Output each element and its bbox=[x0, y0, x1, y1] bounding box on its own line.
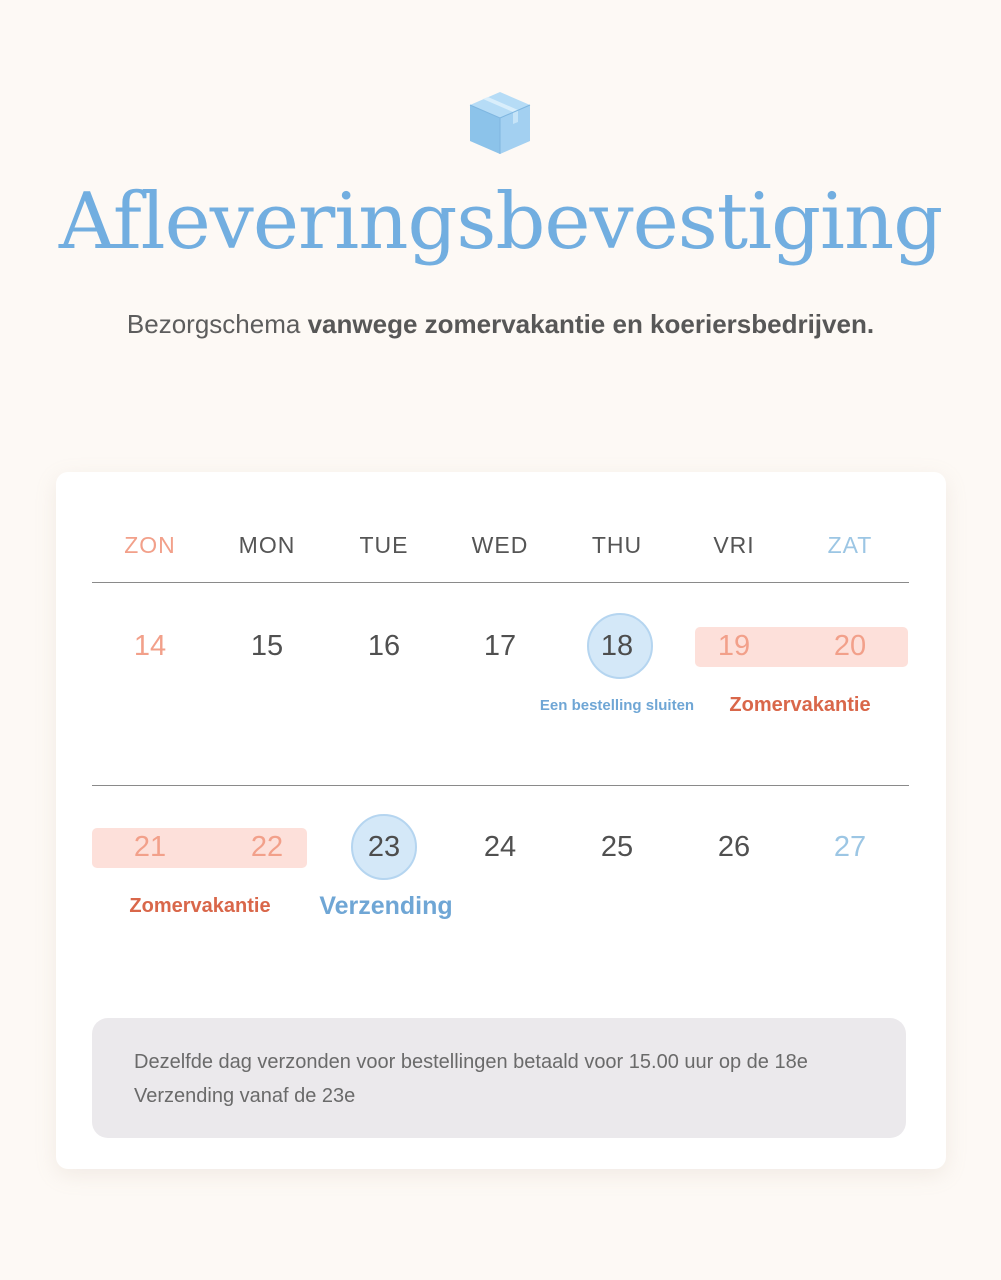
weekday-sunday: ZON bbox=[124, 532, 176, 558]
subtitle-plain: Bezorgschema bbox=[126, 309, 308, 339]
header-divider bbox=[92, 582, 909, 583]
holiday-label-week1: Zomervakantie bbox=[729, 694, 871, 716]
date-17: 17 bbox=[483, 630, 517, 662]
weekday-wednesday: WED bbox=[471, 532, 529, 558]
date-26: 26 bbox=[717, 831, 751, 863]
date-16: 16 bbox=[367, 630, 401, 662]
date-19: 19 bbox=[717, 630, 751, 662]
date-22: 22 bbox=[250, 831, 284, 863]
page-title: Afleveringsbevestiging bbox=[58, 177, 943, 267]
calendar-card bbox=[56, 472, 946, 1169]
date-14: 14 bbox=[133, 630, 167, 662]
date-24: 24 bbox=[483, 831, 517, 863]
weekday-thursday: THU bbox=[591, 532, 643, 558]
weekday-tuesday: TUE bbox=[359, 532, 409, 558]
weekday-friday: VRI bbox=[713, 532, 755, 558]
order-close-label: Een bestelling sluiten bbox=[539, 697, 695, 714]
date-15: 15 bbox=[250, 630, 284, 662]
package-box-icon bbox=[466, 88, 534, 158]
shipping-note bbox=[92, 1018, 906, 1138]
date-18: 18 bbox=[600, 630, 634, 662]
weekday-saturday: ZAT bbox=[827, 532, 873, 558]
date-20: 20 bbox=[833, 630, 867, 662]
date-25: 25 bbox=[600, 831, 634, 863]
date-21: 21 bbox=[133, 831, 167, 863]
subtitle-bold: vanwege zomervakantie en koeriersbedrijven. bbox=[307, 309, 875, 339]
shipping-label: Verzending bbox=[319, 892, 453, 920]
note-line-1: Dezelfde dag verzonden voor bestellingen betaald voor 15.00 uur op de 18e bbox=[134, 1051, 808, 1073]
page-subtitle bbox=[0, 306, 1001, 342]
weekday-monday: MON bbox=[238, 532, 296, 558]
holiday-label-week2: Zomervakantie bbox=[129, 895, 271, 917]
note-line-2: Verzending vanaf de 23e bbox=[134, 1085, 356, 1107]
date-23: 23 bbox=[367, 831, 401, 863]
week-divider bbox=[92, 785, 909, 786]
date-27: 27 bbox=[833, 831, 867, 863]
